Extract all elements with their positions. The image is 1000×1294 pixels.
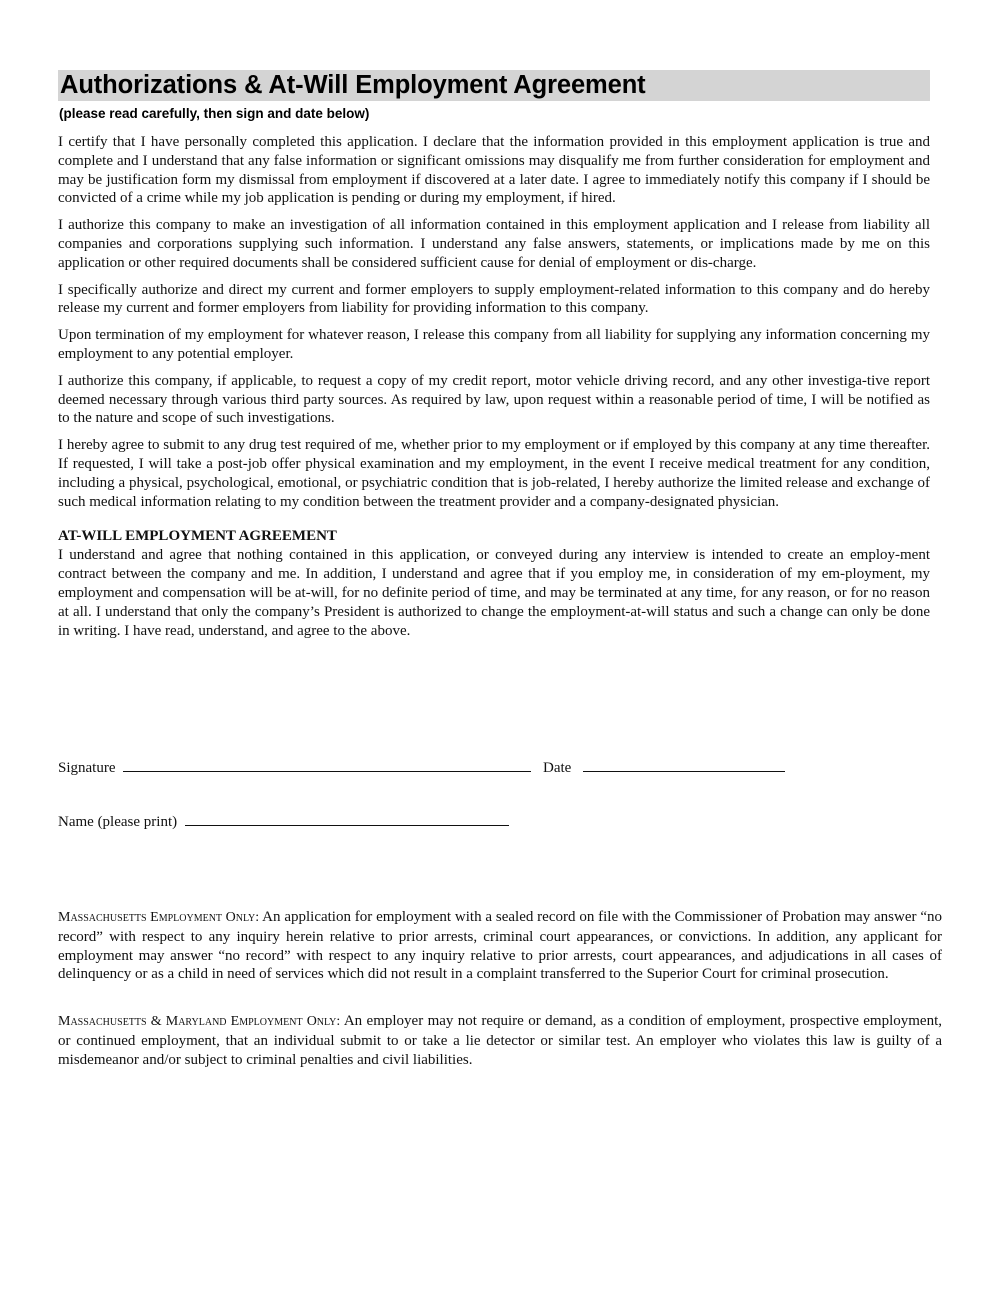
page-title: Authorizations & At-Will Employment Agreement	[58, 70, 930, 101]
signature-row	[58, 756, 785, 777]
massachusetts-notice	[58, 908, 942, 984]
at-will-paragraph: I understand and agree that nothing contained in this application, or conveyed during any interview is intended to create an employ-ment contract between the company and me. In addition, I understand and agree that if you employ me, in consideration of my em-ployment, my employment and compensation will be at-will, for no definite period of time, and may be terminated at any time, for any reason, or for no reason at all. I understand that only the company’s President is authorized to change the employment-at-will status and such a change can only be done in writing. I have read, understand, and agree to the above.	[58, 547, 930, 639]
date-field[interactable]	[583, 756, 785, 772]
notice-text: An application for employment with a sealed record on file with the Commissioner of Probation may answer “no record” with respect to any inquiry herein relative to prior arrests, criminal court appearances, or convictions. In addition, any applicant for employment may answer “no record” with respect to any inquiry relative to prior arrests, court appearances, and adjudications in all cases of delinquency or as a child in need of services which did not result in a complaint transferred to the Superior Court for criminal prosecution.	[58, 909, 942, 983]
certification-paragraph: I certify that I have personally completed this application. I declare that the information provided in this employment application is true and complete and I understand that any false information or significant omissions may disqualify me from further consideration for employment and may be justification form my dismissal from employment if discovered at a later date. I agree to immediately notify this company if I should be convicted of a crime while my job application is pending or during my employment, if hired.	[58, 134, 930, 207]
drug-test-paragraph: I hereby agree to submit to any drug test required of me, whether prior to my employment or if employed by this company at any time thereafter. If requested, I will take a post-job offer physical examination and my employment, in the event I receive medical treatment for any condition, including a physical, psychological, emotional, or psychiatric condition that is job-related, I hereby authorize the limited release and exchange of such medical information relating to my condition between the treatment provider and a company-designated physician.	[58, 437, 930, 510]
credit-report-paragraph: I authorize this company, if applicable, to request a copy of my credit report, motor vehicle driving record, and any other investiga-tive report deemed necessary through various third party sources. As required by law, upon request within a reasonable period of time, I will be notified as to the nature and scope of such investigations.	[58, 372, 930, 427]
name-field[interactable]	[185, 810, 509, 826]
notice-text: An employer may not require or demand, as a condition of employment, prospective employment, or continued employment, that an individual submit to or take a lie detector or similar test. An employer who violates this law is guilty of a misdemeanor and/or subject to criminal penalties and civil liabilities.	[58, 1013, 942, 1068]
lie-detector-notice	[58, 1012, 942, 1069]
termination-paragraph: Upon termination of my employment for whatever reason, I release this company from all liability for supplying any information concerning my employment to any potential employer.	[58, 327, 930, 362]
page-subtitle: (please read carefully, then sign and date below)	[59, 106, 370, 121]
authorization-form	[58, 70, 942, 1068]
signature-label: Signature	[58, 760, 116, 776]
investigation-paragraph: I authorize this company to make an investigation of all information contained in this employment application and I release from liability all companies and corporations supplying such information. I understand any false answers, statements, or implications made by me on this application or other required documents shall be considered sufficient cause for denial of employment or dis-charge.	[58, 217, 930, 271]
name-row	[58, 810, 509, 831]
date-label: Date	[543, 760, 572, 776]
at-will-heading: AT-WILL EMPLOYMENT AGREEMENT	[58, 528, 337, 545]
notice-label: Massachusetts Employment Only:	[58, 910, 260, 925]
signature-field[interactable]	[123, 756, 531, 772]
notice-label: Massachusetts & Maryland Employment Only:	[58, 1014, 341, 1029]
name-label: Name (please print)	[58, 814, 178, 830]
employer-release-paragraph: I specifically authorize and direct my current and former employers to supply employment-related information to this company and do hereby release my current and former employers from liability for providing information to this company.	[58, 281, 930, 317]
